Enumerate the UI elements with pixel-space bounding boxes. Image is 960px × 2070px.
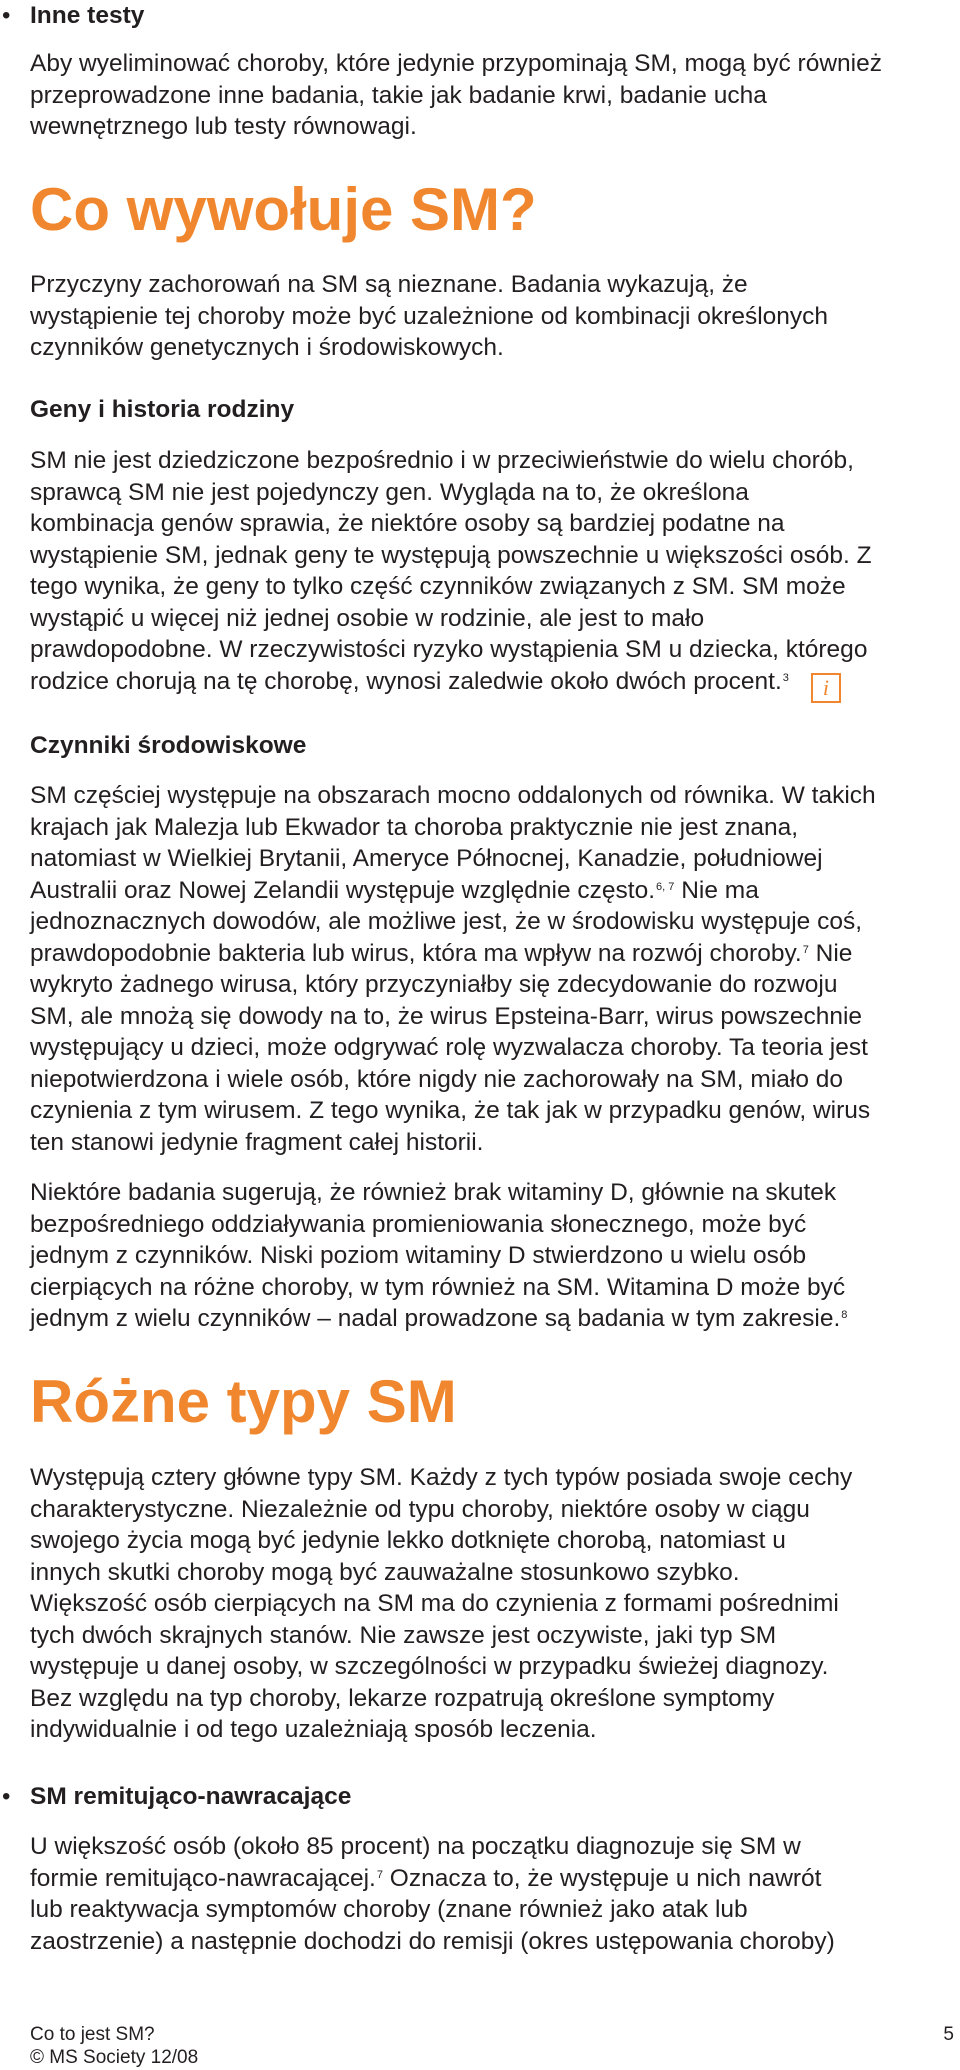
text-line: kombinacja genów sprawia, że niektóre osoby są bardziej podatne na bbox=[30, 510, 785, 537]
heading-remitujaco: SM remitująco-nawracające bbox=[30, 1783, 352, 1810]
text-line bbox=[30, 1032, 960, 1064]
text-line-content: SM częściej występuje na obszarach mocno oddalonych od równika. W takich bbox=[30, 782, 876, 809]
paragraph bbox=[30, 48, 960, 143]
text-line bbox=[30, 812, 960, 844]
text-line bbox=[30, 1831, 960, 1863]
text-line: tego wynika, że geny to tylko część czynników związanych z SM. SM może bbox=[30, 573, 846, 600]
text-line bbox=[30, 1209, 960, 1241]
text-line-content: formie remitująco-nawracającej. bbox=[30, 1864, 376, 1892]
footer-title: Co to jest SM? bbox=[30, 2024, 155, 2045]
text-line bbox=[30, 1001, 960, 1033]
text-line bbox=[30, 875, 960, 907]
heading-rozne-typy: Różne typy SM bbox=[30, 1368, 457, 1435]
text-line-content: krajach jak Malezja lub Ekwador ta choroba praktycznie nie jest znana, bbox=[30, 813, 799, 841]
text-line-continuation: Oznacza to, że występuje u nich nawrót bbox=[382, 1864, 822, 1892]
text-line-content: lub reaktywacja symptomów choroby (znane również jako atak lub bbox=[30, 1896, 748, 1923]
text-line-continuation: Nie bbox=[808, 939, 853, 967]
text-line bbox=[30, 1863, 960, 1895]
footnote-ref: 7 bbox=[376, 1868, 383, 1881]
text-line bbox=[30, 1177, 960, 1209]
text-line-content: Występują cztery główne typy SM. Każdy z tych typów posiada swoje cechy bbox=[30, 1464, 853, 1491]
text-line-content: prawdopodobnie bakteria lub wirus, która ma wpływ na rozwój choroby. bbox=[30, 939, 802, 967]
text-line bbox=[30, 780, 960, 812]
text-line: prawdopodobne. W rzeczywistości ryzyko wystąpienia SM u dziecka, którego bbox=[30, 636, 868, 663]
text-line-content: rodzice chorują na tę chorobę, wynosi zaledwie około dwóch procent. bbox=[30, 667, 782, 695]
text-line-content: U większość osób (około 85 procent) na początku diagnozuje się SM w bbox=[30, 1833, 801, 1860]
text-line-content: charakterystyczne. Niezależnie od typu choroby, niektóre osoby w ciągu bbox=[30, 1495, 810, 1523]
paragraph-geny bbox=[30, 445, 960, 703]
text-line bbox=[30, 1127, 960, 1159]
text-line: wystąpienie tej choroby może być uzależnione od kombinacji określonych bbox=[30, 302, 829, 330]
text-line bbox=[30, 843, 960, 875]
paragraph bbox=[30, 1177, 960, 1335]
text-line-content: Większość osób cierpiących na SM ma do czynienia z formami pośrednimi bbox=[30, 1590, 839, 1617]
text-line-content: Bez względu na typ choroby, lekarze rozpatrują określone symptomy bbox=[30, 1684, 775, 1712]
text-line-content: występuje u danej osoby, w szczególności w przypadku świeżej diagnozy. bbox=[30, 1653, 829, 1680]
text-line-content: tych dwóch skrajnych stanów. Nie zawsze jest oczywiste, jaki typ SM bbox=[30, 1621, 777, 1649]
text-line bbox=[30, 1525, 960, 1557]
text-line-content: natomiast w Wielkiej Brytanii, Ameryce Północnej, Kanadzie, południowej bbox=[30, 845, 823, 872]
section-geny bbox=[30, 394, 960, 426]
text-line-content: jednym z czynników. Niski poziom witaminy D stwierdzono u wielu osób bbox=[30, 1242, 807, 1269]
text-line-content: SM, ale mnożą się dowody na to, że wirus Epsteina-Barr, wirus powszechnie bbox=[30, 1002, 863, 1030]
heading-geny: Geny i historia rodziny bbox=[30, 396, 295, 423]
text-line-content: wykryto żadnego wirusa, który przyczyniałby się zdecydowanie do rozwoju bbox=[30, 971, 838, 998]
text-line-content: cierpiących na różne choroby, w tym również na SM. Witamina D może być bbox=[30, 1273, 846, 1301]
section-czynniki bbox=[30, 730, 960, 762]
footer-copyright: © MS Society 12/08 bbox=[30, 2047, 199, 2068]
text-line: SM nie jest dziedziczone bezpośrednio i w przeciwieństwie do wielu chorób, bbox=[30, 447, 854, 474]
paragraph bbox=[30, 780, 960, 1158]
text-line: wewnętrznego lub testy równowagi. bbox=[30, 113, 417, 140]
paragraph-inne-testy bbox=[30, 48, 960, 143]
heading-co-wywoluje: Co wywołuje SM? bbox=[30, 176, 537, 243]
text-line bbox=[30, 1462, 960, 1494]
text-line bbox=[30, 1240, 960, 1272]
text-line bbox=[30, 1272, 960, 1304]
text-line bbox=[30, 1620, 960, 1652]
heading-inne-testy: Inne testy bbox=[30, 2, 145, 29]
paragraph-czynniki-2 bbox=[30, 1177, 960, 1335]
footnote-ref: 3 bbox=[782, 671, 789, 684]
text-line bbox=[30, 1683, 960, 1715]
text-line bbox=[30, 1588, 960, 1620]
text-line-content: jednoznacznych dowodów, ale możliwe jest, że w środowisku występuje coś, bbox=[30, 908, 863, 935]
text-line-content: niepotwierdzona i wiele osób, które nigdy nie zachorowały na SM, miało do bbox=[30, 1065, 844, 1093]
text-line-content: czynienia z tym wirusem. Z tego wynika, że tak jak w przypadku genów, wirus bbox=[30, 1097, 871, 1124]
text-line bbox=[30, 1494, 960, 1526]
section-co-wywoluje bbox=[30, 175, 960, 245]
bullet: • bbox=[2, 1783, 11, 1810]
paragraph-czynniki-1 bbox=[30, 780, 960, 1158]
text-line-content: występujący u dzieci, może odgrywać rolę wyzwalacza choroby. Ta teoria jest bbox=[30, 1034, 868, 1061]
text-line: Aby wyeliminować choroby, które jedynie przypominają SM, mogą być również bbox=[30, 50, 882, 77]
text-line bbox=[30, 666, 960, 703]
paragraph bbox=[30, 1831, 960, 1957]
text-line-content: Niektóre badania sugerują, że również brak witaminy D, głównie na skutek bbox=[30, 1179, 837, 1206]
paragraph bbox=[30, 445, 960, 703]
bullet: • bbox=[2, 2, 11, 29]
page-number: 5 bbox=[943, 2024, 954, 2045]
text-line bbox=[30, 1303, 960, 1335]
text-line-content: Australii oraz Nowej Zelandii występuje względnie często. bbox=[30, 876, 656, 904]
paragraph bbox=[30, 269, 960, 364]
text-line bbox=[30, 1714, 960, 1746]
text-line bbox=[30, 1894, 960, 1926]
text-line: wystąpienie SM, jednak geny te występują powszechnie u większości osób. Z bbox=[30, 541, 872, 569]
text-line: sprawcą SM nie jest pojedynczy gen. Wygląda na to, że określona bbox=[30, 478, 749, 506]
text-line: wystąpić u więcej niż jednej osobie w rodzinie, ale jest to mało bbox=[30, 604, 705, 632]
text-line-content: zaostrzenie) a następnie dochodzi do remisji (okres ustępowania choroby) bbox=[30, 1927, 835, 1955]
text-line-content: bezpośredniego oddziaływania promieniowania słonecznego, może być bbox=[30, 1210, 807, 1238]
text-line bbox=[30, 906, 960, 938]
info-icon[interactable]: i bbox=[811, 673, 841, 703]
footnote-ref: 6, 7 bbox=[656, 880, 675, 893]
footnote-ref: 7 bbox=[802, 943, 809, 956]
text-line bbox=[30, 1651, 960, 1683]
text-line: Przyczyny zachorowań na SM są nieznane. Badania wykazują, że bbox=[30, 271, 748, 298]
text-line bbox=[30, 1095, 960, 1127]
paragraph-co-wywoluje bbox=[30, 269, 960, 364]
section-remitujaco bbox=[2, 1781, 960, 1813]
text-line bbox=[30, 1064, 960, 1096]
text-line-content: swojego życia mogą być jedynie lekko dotknięte chorobą, natomiast u bbox=[30, 1527, 786, 1554]
text-line-continuation: Nie ma bbox=[674, 876, 759, 904]
paragraph-remitujaco bbox=[30, 1831, 960, 1957]
text-line-content: ten stanowi jedynie fragment całej historii. bbox=[30, 1128, 484, 1156]
text-line bbox=[30, 969, 960, 1001]
paragraph bbox=[30, 1462, 960, 1746]
text-line: czynników genetycznych i środowiskowych. bbox=[30, 334, 504, 361]
text-line-content: indywidualnie i od tego uzależniają sposób leczenia. bbox=[30, 1716, 597, 1743]
text-line bbox=[30, 1926, 960, 1958]
heading-czynniki: Czynniki środowiskowe bbox=[30, 732, 307, 759]
text-line-content: innych skutki choroby mogą być zauważalne stosunkowo szybko. bbox=[30, 1558, 740, 1586]
paragraph-rozne-typy bbox=[30, 1462, 960, 1746]
text-line: przeprowadzone inne badania, takie jak badanie krwi, badanie ucha bbox=[30, 81, 767, 109]
section-inne-testy bbox=[2, 0, 960, 32]
section-rozne-typy bbox=[30, 1367, 960, 1437]
footnote-ref: 8 bbox=[841, 1309, 848, 1321]
text-line bbox=[30, 938, 960, 970]
text-line bbox=[30, 1557, 960, 1589]
text-line-content: jednym z wielu czynników – nadal prowadzone są badania w tym zakresie. bbox=[30, 1305, 841, 1332]
